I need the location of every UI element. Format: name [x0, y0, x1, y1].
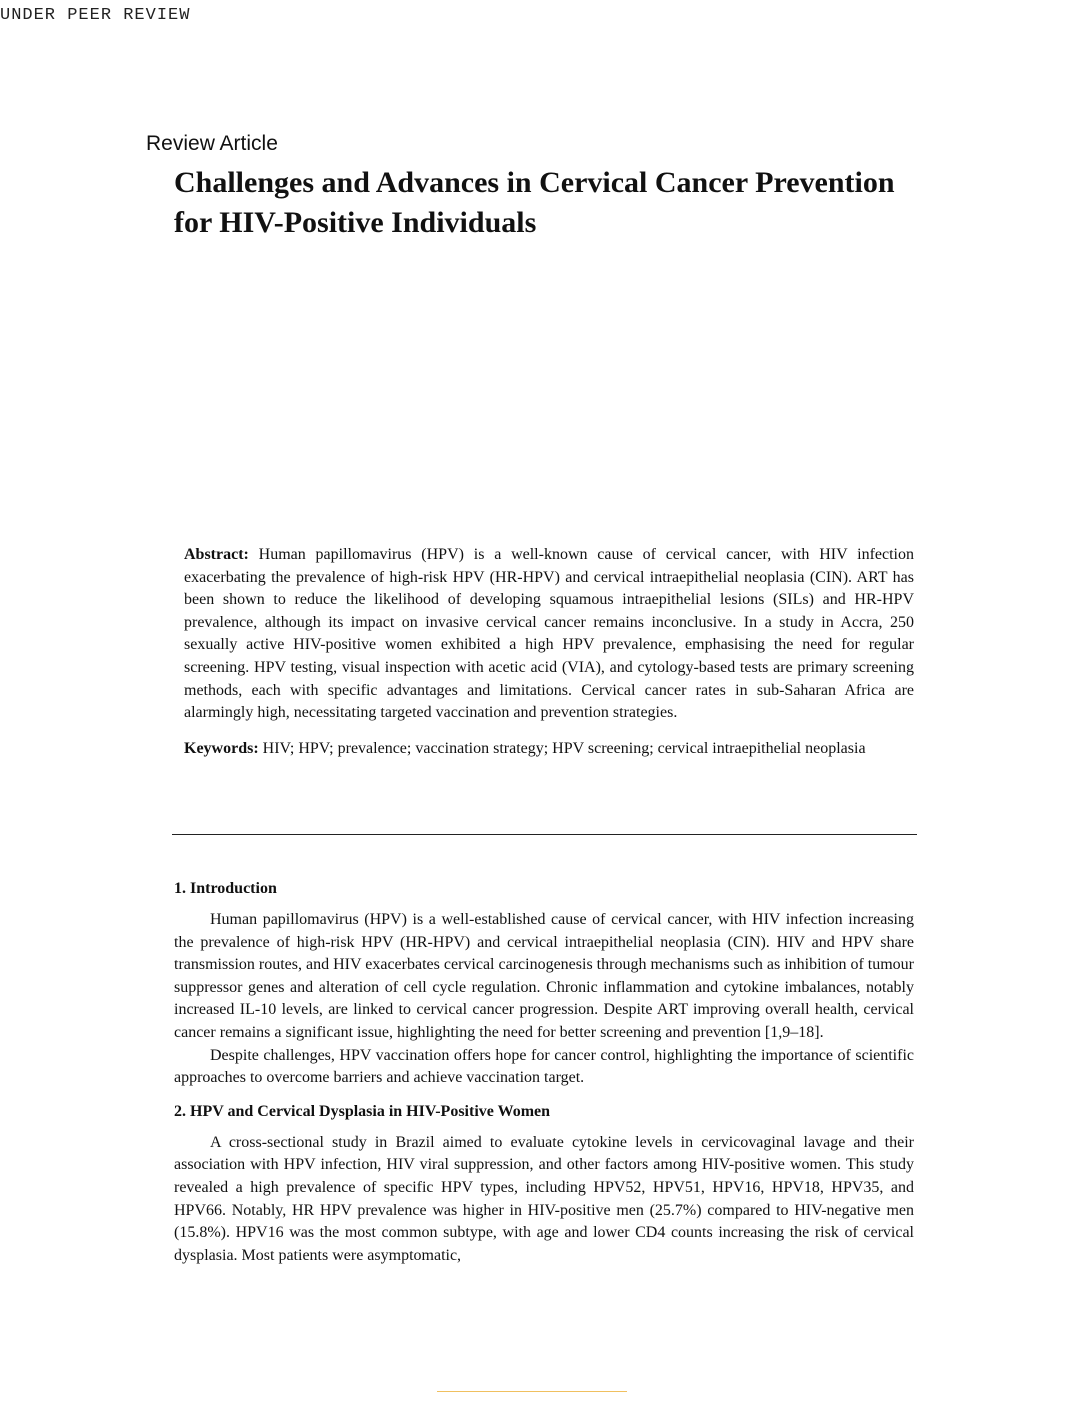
intro-paragraph-1: Human papillomavirus (HPV) is a well-established cause of cervical cancer, with HIV infection increasing the prevalence of high-risk HPV (HR-HPV) and cervical intraepithelial neoplasia (CIN). HIV and HPV share transmission routes, and HIV exacerbates cervical carcinogenesis through mechanisms such as inhibition of tumour suppressor genes and alteration of cell cycle regulation. Chronic inflammation and cytokine imbalances, notably increased IL-10 levels, are linked to cervical cancer progression. Despite ART improving overall health, cervical cancer remains a significant issue, highlighting the need for better screening and prevention [1,9–18]. [174, 911, 914, 1041]
body-text [174, 878, 914, 1267]
peer-review-watermark: UNDER PEER REVIEW [0, 6, 191, 25]
footer-rule [437, 1391, 627, 1392]
keywords-text: HIV; HPV; prevalence; vaccination strategy; HPV screening; cervical intraepithelial neoplasia [262, 739, 866, 757]
section-divider [172, 834, 917, 835]
abstract-text: Human papillomavirus (HPV) is a well-known cause of cervical cancer, with HIV infection exacerbating the prevalence of high-risk HPV (HR-HPV) and cervical intraepithelial neoplasia (CIN). ART has been shown to reduce the likelihood of developing squamous intraepithelial lesions (SILs) and HR-HPV prevalence, although its impact on invasive cervical cancer remains inconclusive. In a study in Accra, 250 sexually active HIV-positive women exhibited a high HPV prevalence, emphasising the need for regular screening. HPV testing, visual inspection with acetic acid (VIA), and cytology-based tests are primary screening methods, each with specific advantages and limitations. Cervical cancer rates in sub-Saharan Africa are alarmingly high, necessitating targeted vaccination and prevention strategies. [184, 546, 914, 722]
section-heading-introduction: 1. Introduction [174, 880, 277, 897]
section2-paragraph-1: A cross-sectional study in Brazil aimed to evaluate cytokine levels in cervicovaginal lavage and their association with HPV infection, HIV viral suppression, and other factors among HIV-positive women. This study revealed a high prevalence of specific HPV types, including HPV52, HPV51, HPV16, HPV18, HPV35, and HPV66. Notably, HR HPV prevalence was higher in HIV-positive men (25.7%) compared to HIV-negative men (15.8%). HPV16 was the most common subtype, with age and lower CD4 counts increasing the risk of cervical dysplasia. Most patients were asymptomatic, [174, 1133, 914, 1264]
keywords-label: Keywords: [184, 739, 259, 757]
paper-title: Challenges and Advances in Cervical Cancer Prevention for HIV-Positive Individuals [174, 166, 895, 239]
article-type-label: Review Article [146, 132, 278, 155]
section-heading-hpv-dysplasia: 2. HPV and Cervical Dysplasia in HIV-Positive Women [174, 1102, 551, 1120]
abstract-section [184, 544, 914, 760]
keywords-paragraph [184, 738, 914, 761]
abstract-paragraph [184, 544, 914, 725]
abstract-label: Abstract: [184, 546, 249, 563]
intro-paragraph-2: Despite challenges, HPV vaccination offers hope for cancer control, highlighting the importance of scientific approaches to overcome barriers and achieve vaccination target. [174, 1046, 914, 1087]
